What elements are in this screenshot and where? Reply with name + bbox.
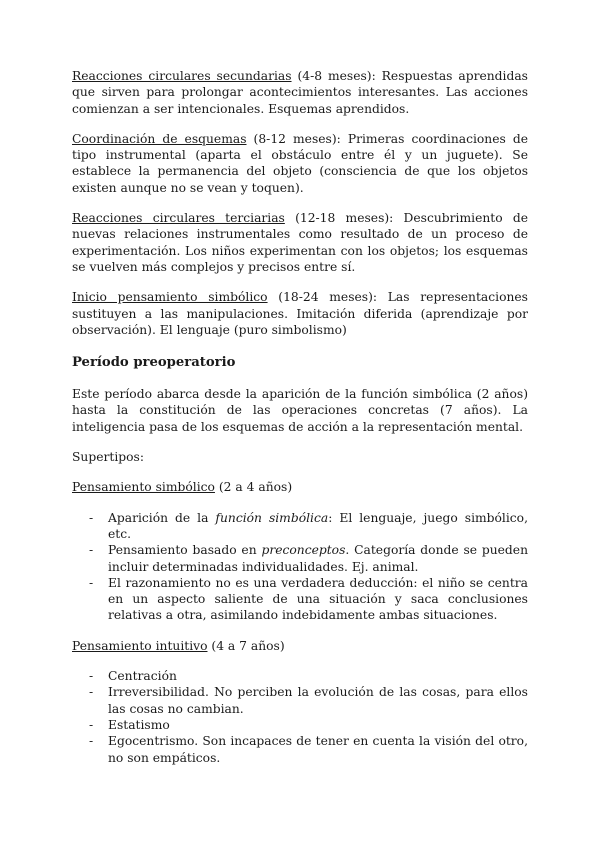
dash-bullet: - — [89, 717, 94, 732]
list-item: - Pensamiento basado en preconceptos. Categoría donde se pueden incluir determinadas individualidades. Ej. animal. — [89, 543, 528, 574]
dash-bullet: - — [89, 543, 94, 558]
dash-bullet: - — [89, 669, 94, 684]
intuitive-heading — [72, 638, 528, 654]
dash-bullet: - — [89, 734, 94, 749]
stage-title: Reacciones circulares secundarias — [72, 69, 292, 83]
stage-text: (18-24 meses): Las representaciones sustituyen a las manipulaciones. Imitación diferida (aprendizaje por observación). El lenguaje (puro simbolismo) — [72, 290, 528, 337]
subtype-title: Pensamiento intuitivo — [72, 638, 208, 653]
document-page — [72, 68, 528, 766]
dash-bullet: - — [89, 510, 94, 525]
stage-text: (8-12 meses): Primeras coordinaciones de tipo instrumental (aparta el obstáculo entre él y un juguete). Se establece la permanencia del objeto (consciencia de que los objetos existen aunque no se vean y toquen). — [72, 131, 528, 195]
subtype-title: Pensamiento simbólico — [72, 480, 215, 495]
preop-intro: Este período abarca desde la aparición de la función simbólica (2 años) hasta la constitución de las operaciones concretas (7 años). La inteligencia pasa de los esquemas de acción a la representación mental. — [72, 387, 528, 434]
stage-text: (4-8 meses): Respuestas aprendidas que sirven para prolongar acontecimientos interesantes. Las acciones comienzan a ser intencionales. Esquemas aprendidos. — [72, 69, 528, 116]
stage-title: Reacciones circulares terciarias — [72, 211, 285, 226]
subtype-range: (2 a 4 años) — [214, 480, 293, 495]
list-item: - Egocentrismo. Son incapaces de tener en cuenta la visión del otro, no son empáticos. — [89, 734, 528, 765]
intuitive-list — [72, 668, 528, 766]
stage-title: Coordinación de esquemas — [72, 131, 247, 146]
stage-title: Inicio pensamiento simbólico — [72, 290, 268, 305]
list-item: - Irreversibilidad. No perciben la evolución de las cosas, para ellos las cosas no cambian. — [89, 685, 528, 716]
stage-coordination — [72, 131, 528, 196]
list-item: - Aparición de la función simbólica: El lenguaje, juego simbólico, etc. — [89, 510, 528, 541]
dash-bullet: - — [89, 575, 94, 590]
stage-text: (12-18 meses): Descubrimiento de nuevas relaciones instrumentales como resultado de un proceso de experimentación. Los niños experimentan con los objetos; los esquemas se vuelven más complejos y precisos entre sí. — [72, 211, 528, 274]
dash-bullet: - — [89, 685, 94, 700]
subtype-range: (4 a 7 años) — [207, 638, 285, 653]
list-item: - Centración — [89, 669, 177, 684]
list-item: - Estatismo — [89, 717, 170, 732]
section-heading: Período preoperatorio — [72, 355, 236, 371]
symbolic-list — [72, 510, 528, 624]
subtypes-label: Supertipos: — [72, 450, 144, 465]
stage-secondary-circular — [72, 68, 528, 117]
stage-symbolic-start — [72, 289, 528, 338]
stage-tertiary-circular — [72, 210, 528, 275]
list-item: - El razonamiento no es una verdadera deducción: el niño se centra en un aspecto saliente de una situación y saca conclusiones relativas a otra, asimilando indebidamente ambas situaciones. — [89, 575, 528, 623]
symbolic-heading — [72, 479, 528, 495]
